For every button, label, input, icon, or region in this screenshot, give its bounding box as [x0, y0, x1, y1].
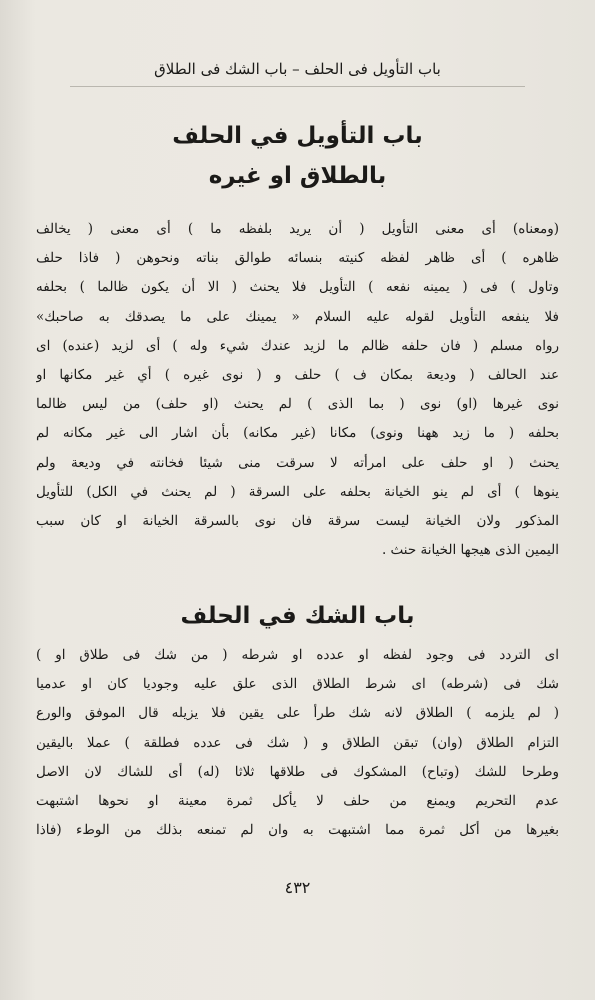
chapter-title-line: بالطلاق او غيره	[208, 163, 387, 189]
text-line: المذكور ولان الخيانة ليست سرقة فان نوى بالسرقة الخيانة او كان سبب	[36, 513, 559, 530]
chapter-title-tawil	[40, 116, 555, 196]
text-line: بحلفه ( ما زيد ههنا ونوى) مكانا (غير مكانه) بأن اشار الى غير مكانه لم	[36, 425, 559, 442]
text-line: وطرحا للشك (وتباح) المشكوك فى طلاقها ثلاثا (له) أى للشاك لان الاصل	[36, 763, 559, 780]
chapter-title-line: باب الشك في الحلف	[180, 603, 415, 629]
text-line: رواه مسلم ( فان حلفه ظالم ما لزيد عندك شيء وله ) أى لزيد (عنده) اى	[36, 337, 559, 354]
text-line: يحنث ( او حلف على امرأته لا سرقت منى شيئا فخانته في وديعة ولم	[36, 454, 559, 471]
text-line: وتاول ) فى ( يمينه نفعه ) التأويل فلا يحنث ( الا أن يكون ظالما ) بحلفه	[36, 279, 559, 296]
text-line: (ومعناه) أى معنى التأويل ( أن يريد بلفظه ما ) أى معنى ( يخالف	[36, 221, 559, 237]
text-line: شك فى (شرطه) اى شرط الطلاق الذى علق عليه وجوديا كان او عدميا	[36, 676, 559, 693]
text-line: عند الحالف ( وديعة بمكان ف ) حلف و ( نوى غيره ) أي غير مكانها او	[36, 367, 559, 384]
text-line: ينوها ) أى لم ينو الخيانة بحلفه على السرقة ( لم يحنث في الكل) للتأويل	[36, 483, 559, 500]
text-line: فلا ينفعه التأويل لقوله عليه السلام « يمينك على ما يصدقك به صاحبك»	[36, 308, 559, 325]
text-line: اى التردد فى وجود لفظه او عدده او شرطه ( من شك فى طلاق او )	[36, 647, 559, 663]
chapter-title-shakk	[40, 596, 555, 636]
page-number: ٤٣٢	[284, 878, 311, 897]
text-line: بغيرها من أكل ثمرة مما اشتبهت به وان لم تمنعه بذلك من الوطء (فاذا	[36, 822, 559, 839]
text-line: التزام الطلاق (وان) تبقن الطلاق و ( شك فى عدده فطلقة ) عملا باليقين	[36, 734, 559, 751]
text-line: ( لم يلزمه ) الطلاق لانه شك طرأ على يقين فلا يزيله قال الموفق والورع	[36, 705, 559, 722]
section-tawil-text	[36, 215, 559, 565]
text-line: ظاهره ) أى ظاهر لفظه كنيته بنسائه طوالق بناته ونحوهن ( فاذا حلف	[36, 250, 559, 267]
chapter-title-line: باب التأويل في الحلف	[172, 123, 423, 149]
running-head: باب التأويل فى الحلف – باب الشك فى الطلاق	[154, 60, 441, 78]
section-shakk-text	[36, 641, 559, 845]
text-line: اليمين الذى هيجها الخيانة حنث .	[381, 542, 559, 559]
text-line: عدم التحريم ويمنع من حلف لا يأكل ثمرة معينة او نحوها اشتبهت	[36, 793, 559, 810]
text-line: نوى غيرها (او) نوى ( بما الذى ) لم يحنث (او حلف) من ليس ظالما	[36, 396, 559, 413]
header-rule	[70, 86, 525, 87]
